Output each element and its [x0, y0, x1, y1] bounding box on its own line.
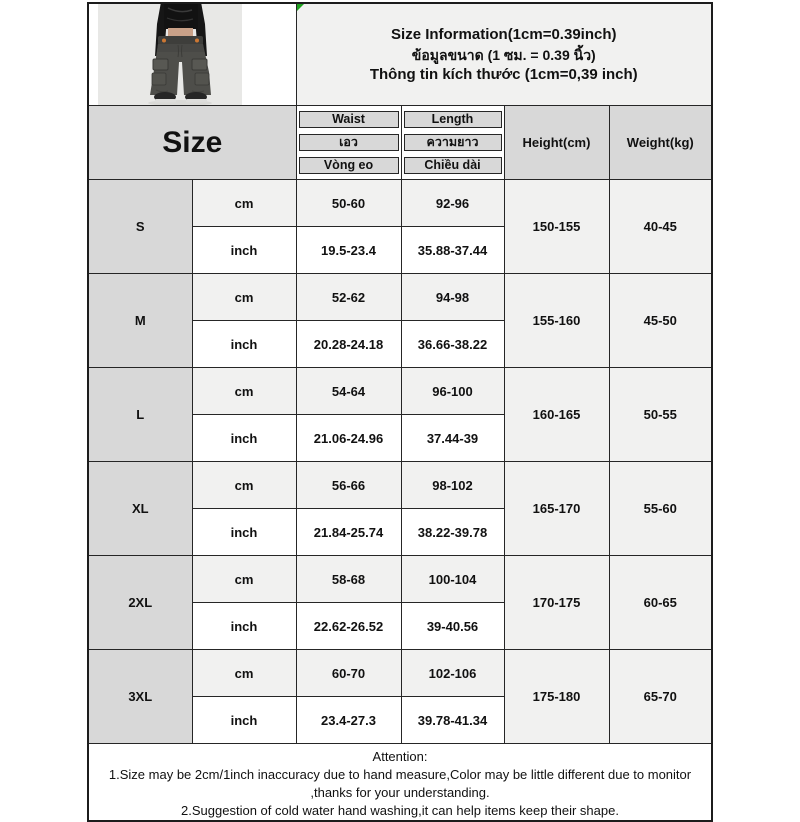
waist-header-cell-vi: [296, 154, 401, 180]
waist-cm-value: 56-66: [296, 462, 401, 509]
size-column-header: Size: [88, 106, 296, 180]
length-header-cell-vi: [401, 154, 504, 180]
length-cm-value: 102-106: [401, 650, 504, 697]
length-header-th: ความยาว: [404, 134, 502, 151]
length-header-en: Length: [404, 111, 502, 128]
waist-cm-value: 58-68: [296, 556, 401, 603]
weight-value: 45-50: [609, 274, 712, 368]
waist-header-cell: [296, 106, 401, 132]
height-value: 165-170: [504, 462, 609, 556]
length-header-cell: [401, 106, 504, 132]
waist-inch-value: 22.62-26.52: [296, 603, 401, 650]
length-inch-value: 38.22-39.78: [401, 509, 504, 556]
attention-note-2: 2.Suggestion of cold water hand washing,it can help items keep their shape.: [181, 803, 619, 818]
size-label: 2XL: [88, 556, 192, 650]
green-corner-marker: [297, 4, 304, 11]
size-label: 3XL: [88, 650, 192, 744]
height-column-header: Height(cm): [504, 106, 609, 180]
weight-value: 65-70: [609, 650, 712, 744]
size-label: XL: [88, 462, 192, 556]
length-inch-value: 39-40.56: [401, 603, 504, 650]
waist-header-cell-th: [296, 131, 401, 154]
waist-cm-value: 52-62: [296, 274, 401, 321]
length-inch-value: 37.44-39: [401, 415, 504, 462]
size-info-cell: [296, 3, 712, 106]
waist-header-th: เอว: [299, 134, 399, 151]
waist-inch-value: 20.28-24.18: [296, 321, 401, 368]
length-cm-value: 96-100: [401, 368, 504, 415]
table-row: [88, 462, 712, 509]
attention-row: [88, 744, 712, 822]
length-header-vi: Chiều dài: [404, 157, 502, 174]
unit-inch-label: inch: [192, 415, 296, 462]
waist-cm-value: 54-64: [296, 368, 401, 415]
waist-cm-value: 50-60: [296, 180, 401, 227]
size-chart-table: [87, 2, 713, 822]
unit-cm-label: cm: [192, 180, 296, 227]
length-cm-value: 100-104: [401, 556, 504, 603]
unit-cm-label: cm: [192, 650, 296, 697]
height-value: 150-155: [504, 180, 609, 274]
size-label: M: [88, 274, 192, 368]
length-inch-value: 39.78-41.34: [401, 697, 504, 744]
table-row: [88, 180, 712, 227]
table-row: [88, 274, 712, 321]
unit-cm-label: cm: [192, 368, 296, 415]
length-cm-value: 98-102: [401, 462, 504, 509]
height-value: 170-175: [504, 556, 609, 650]
weight-value: 60-65: [609, 556, 712, 650]
unit-inch-label: inch: [192, 321, 296, 368]
waist-header-en: Waist: [299, 111, 399, 128]
unit-inch-label: inch: [192, 603, 296, 650]
height-value: 175-180: [504, 650, 609, 744]
length-cm-value: 92-96: [401, 180, 504, 227]
product-image-cell: [88, 3, 296, 106]
length-cm-value: 94-98: [401, 274, 504, 321]
size-info-line-vi: Thông tin kích thước (1cm=0,39 inch): [369, 65, 638, 83]
unit-inch-label: inch: [192, 227, 296, 274]
waist-inch-value: 19.5-23.4: [296, 227, 401, 274]
top-row: [88, 3, 712, 106]
size-info-line-en: Size Information(1cm=0.39inch): [391, 25, 617, 43]
attention-text-block: [89, 744, 711, 820]
size-label: S: [88, 180, 192, 274]
waist-header-vi: Vòng eo: [299, 157, 399, 174]
waist-inch-value: 23.4-27.3: [296, 697, 401, 744]
size-info-line-th: ข้อมูลขนาด (1 ซม. = 0.39 นิ้ว): [411, 46, 596, 63]
unit-inch-label: inch: [192, 509, 296, 556]
waist-inch-value: 21.06-24.96: [296, 415, 401, 462]
weight-value: 40-45: [609, 180, 712, 274]
weight-value: 55-60: [609, 462, 712, 556]
length-header-cell-th: [401, 131, 504, 154]
waist-inch-value: 21.84-25.74: [296, 509, 401, 556]
table-row: [88, 368, 712, 415]
attention-title: Attention:: [372, 749, 428, 764]
cargo-pants-model-image: [98, 3, 242, 106]
product-photo: [98, 3, 242, 106]
weight-value: 50-55: [609, 368, 712, 462]
unit-inch-label: inch: [192, 697, 296, 744]
table-row: [88, 556, 712, 603]
attention-note-1: 1.Size may be 2cm/1inch inaccuracy due to hand measure,Color may be little different due to monitor ,thanks for your understanding.: [108, 767, 692, 800]
header-row-en: [88, 106, 712, 132]
waist-cm-value: 60-70: [296, 650, 401, 697]
unit-cm-label: cm: [192, 556, 296, 603]
weight-column-header: Weight(kg): [609, 106, 712, 180]
length-inch-value: 36.66-38.22: [401, 321, 504, 368]
length-inch-value: 35.88-37.44: [401, 227, 504, 274]
attention-cell: [88, 744, 712, 822]
size-label: L: [88, 368, 192, 462]
table-row: [88, 650, 712, 697]
unit-cm-label: cm: [192, 274, 296, 321]
height-value: 155-160: [504, 274, 609, 368]
height-value: 160-165: [504, 368, 609, 462]
unit-cm-label: cm: [192, 462, 296, 509]
